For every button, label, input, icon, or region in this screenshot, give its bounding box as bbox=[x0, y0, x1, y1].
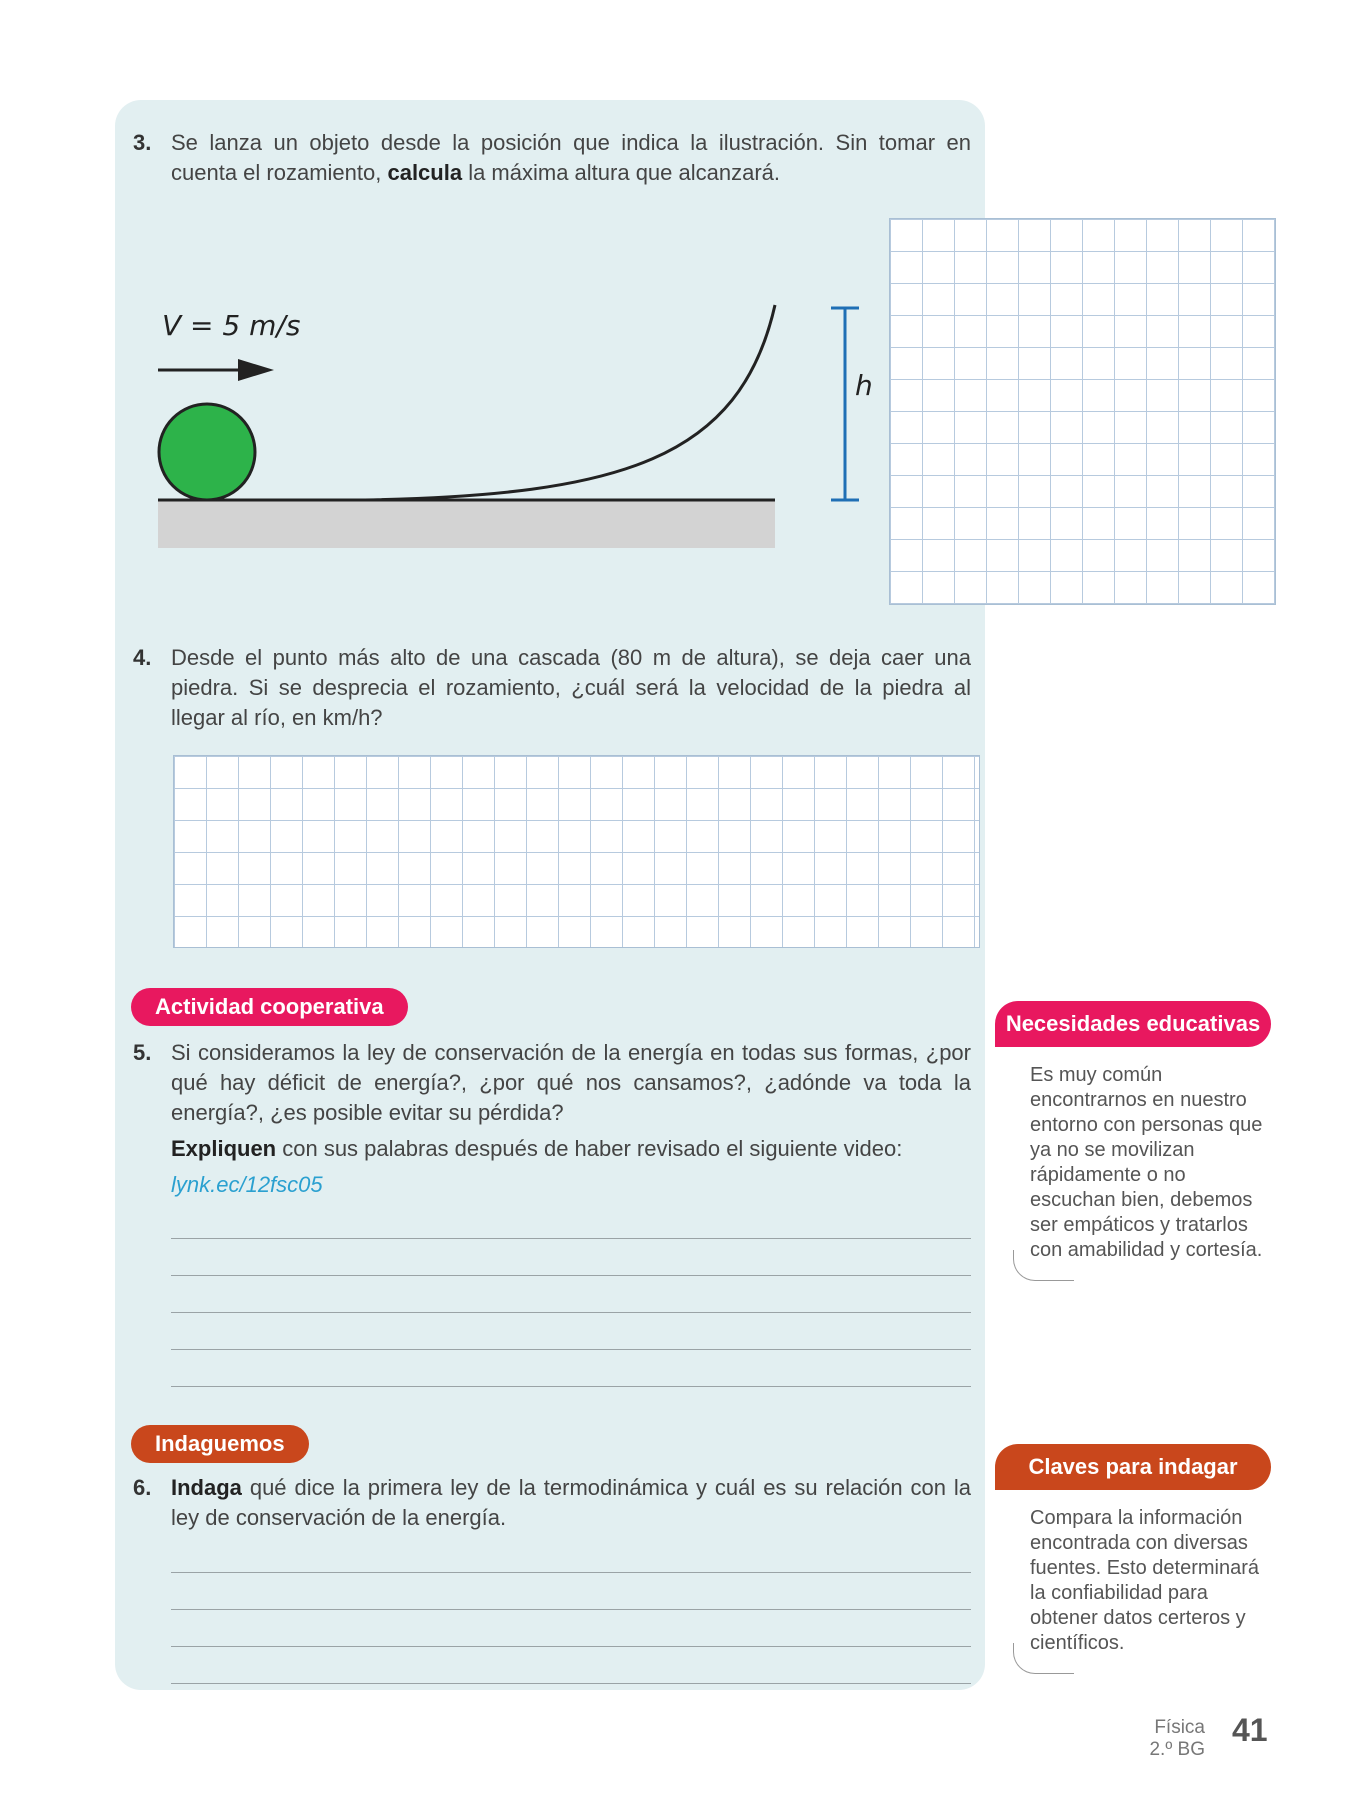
sidebar-bracket bbox=[1013, 1643, 1074, 1674]
footer-subject bbox=[1130, 1717, 1205, 1761]
question-4 bbox=[133, 643, 971, 733]
sidebar-text-necesidades: Es muy común encontrarnos en nuestro entorno con personas que ya no se movilizan rápidamente o no escuchan bien, debemos ser empáticos y tratarlos con amabilidad y cortesía. bbox=[1030, 1064, 1263, 1261]
sidebar-title-necesidades: Necesidades educativas bbox=[995, 1001, 1271, 1047]
question-verb: Expliquen bbox=[171, 1136, 277, 1161]
question-verb: calcula bbox=[387, 160, 463, 185]
question-5 bbox=[133, 1038, 971, 1200]
question-text: qué dice la primera ley de la termodinámica y cuál es su relación con la ley de conservación de la energía. bbox=[171, 1475, 971, 1530]
pill-actividad-cooperativa: Actividad cooperativa bbox=[131, 988, 408, 1026]
video-link[interactable]: lynk.ec/12fsc05 bbox=[171, 1172, 323, 1197]
question-3 bbox=[133, 128, 971, 188]
ground bbox=[158, 500, 775, 548]
question-text-end: la máxima altura que alcanzará. bbox=[462, 160, 781, 185]
question-number: 5. bbox=[133, 1040, 152, 1065]
question-text-2: con sus palabras después de haber revisado el siguiente video: bbox=[276, 1136, 903, 1161]
answer-line[interactable] bbox=[171, 1312, 971, 1313]
answer-line[interactable] bbox=[171, 1646, 971, 1647]
page-number: 41 bbox=[1232, 1712, 1268, 1748]
question-text: Desde el punto más alto de una cascada (80 m de altura), se deja caer una piedra. Si se desprecia el rozamiento, ¿cuál será la velocidad de la piedra al llegar al río, en km/h? bbox=[171, 645, 971, 730]
answer-line[interactable] bbox=[171, 1349, 971, 1350]
answer-line[interactable] bbox=[171, 1386, 971, 1387]
question-number: 6. bbox=[133, 1475, 152, 1500]
subject-name: Física bbox=[1154, 1717, 1205, 1738]
ramp-diagram bbox=[150, 290, 880, 560]
question-number: 3. bbox=[133, 130, 152, 155]
grade-label: 2.º BG bbox=[1149, 1739, 1205, 1760]
sidebar-text-claves: Compara la información encontrada con diversas fuentes. Esto determinará la confiabilidad para obtener datos certeros y científicos. bbox=[1030, 1507, 1260, 1654]
ramp-curve bbox=[365, 305, 775, 500]
sidebar-bracket bbox=[1013, 1250, 1074, 1281]
answer-line[interactable] bbox=[171, 1572, 971, 1573]
question-text: Si consideramos la ley de conservación de la energía en todas sus formas, ¿por qué hay déficit de energía?, ¿por qué nos cansamos?, ¿adónde va toda la energía?, ¿es posible evitar su pérdida? bbox=[171, 1040, 971, 1125]
question-6 bbox=[133, 1473, 971, 1533]
height-label: h bbox=[855, 369, 873, 402]
answer-line[interactable] bbox=[171, 1275, 971, 1276]
ball bbox=[159, 404, 255, 500]
question-verb: Indaga bbox=[171, 1475, 242, 1500]
answer-grid-4[interactable] bbox=[173, 755, 980, 948]
question-text: Se lanza un objeto desde la posición que indica la ilustración. Sin tomar en cuenta el rozamiento, bbox=[171, 130, 971, 185]
velocity-label: V = 5 m/s bbox=[162, 309, 301, 342]
answer-line[interactable] bbox=[171, 1609, 971, 1610]
answer-line[interactable] bbox=[171, 1683, 971, 1684]
question-number: 4. bbox=[133, 645, 152, 670]
arrow-head bbox=[238, 359, 274, 381]
answer-grid-3[interactable] bbox=[889, 218, 1276, 605]
pill-indaguemos: Indaguemos bbox=[131, 1425, 309, 1463]
sidebar-title-claves: Claves para indagar bbox=[995, 1444, 1271, 1490]
answer-line[interactable] bbox=[171, 1238, 971, 1239]
